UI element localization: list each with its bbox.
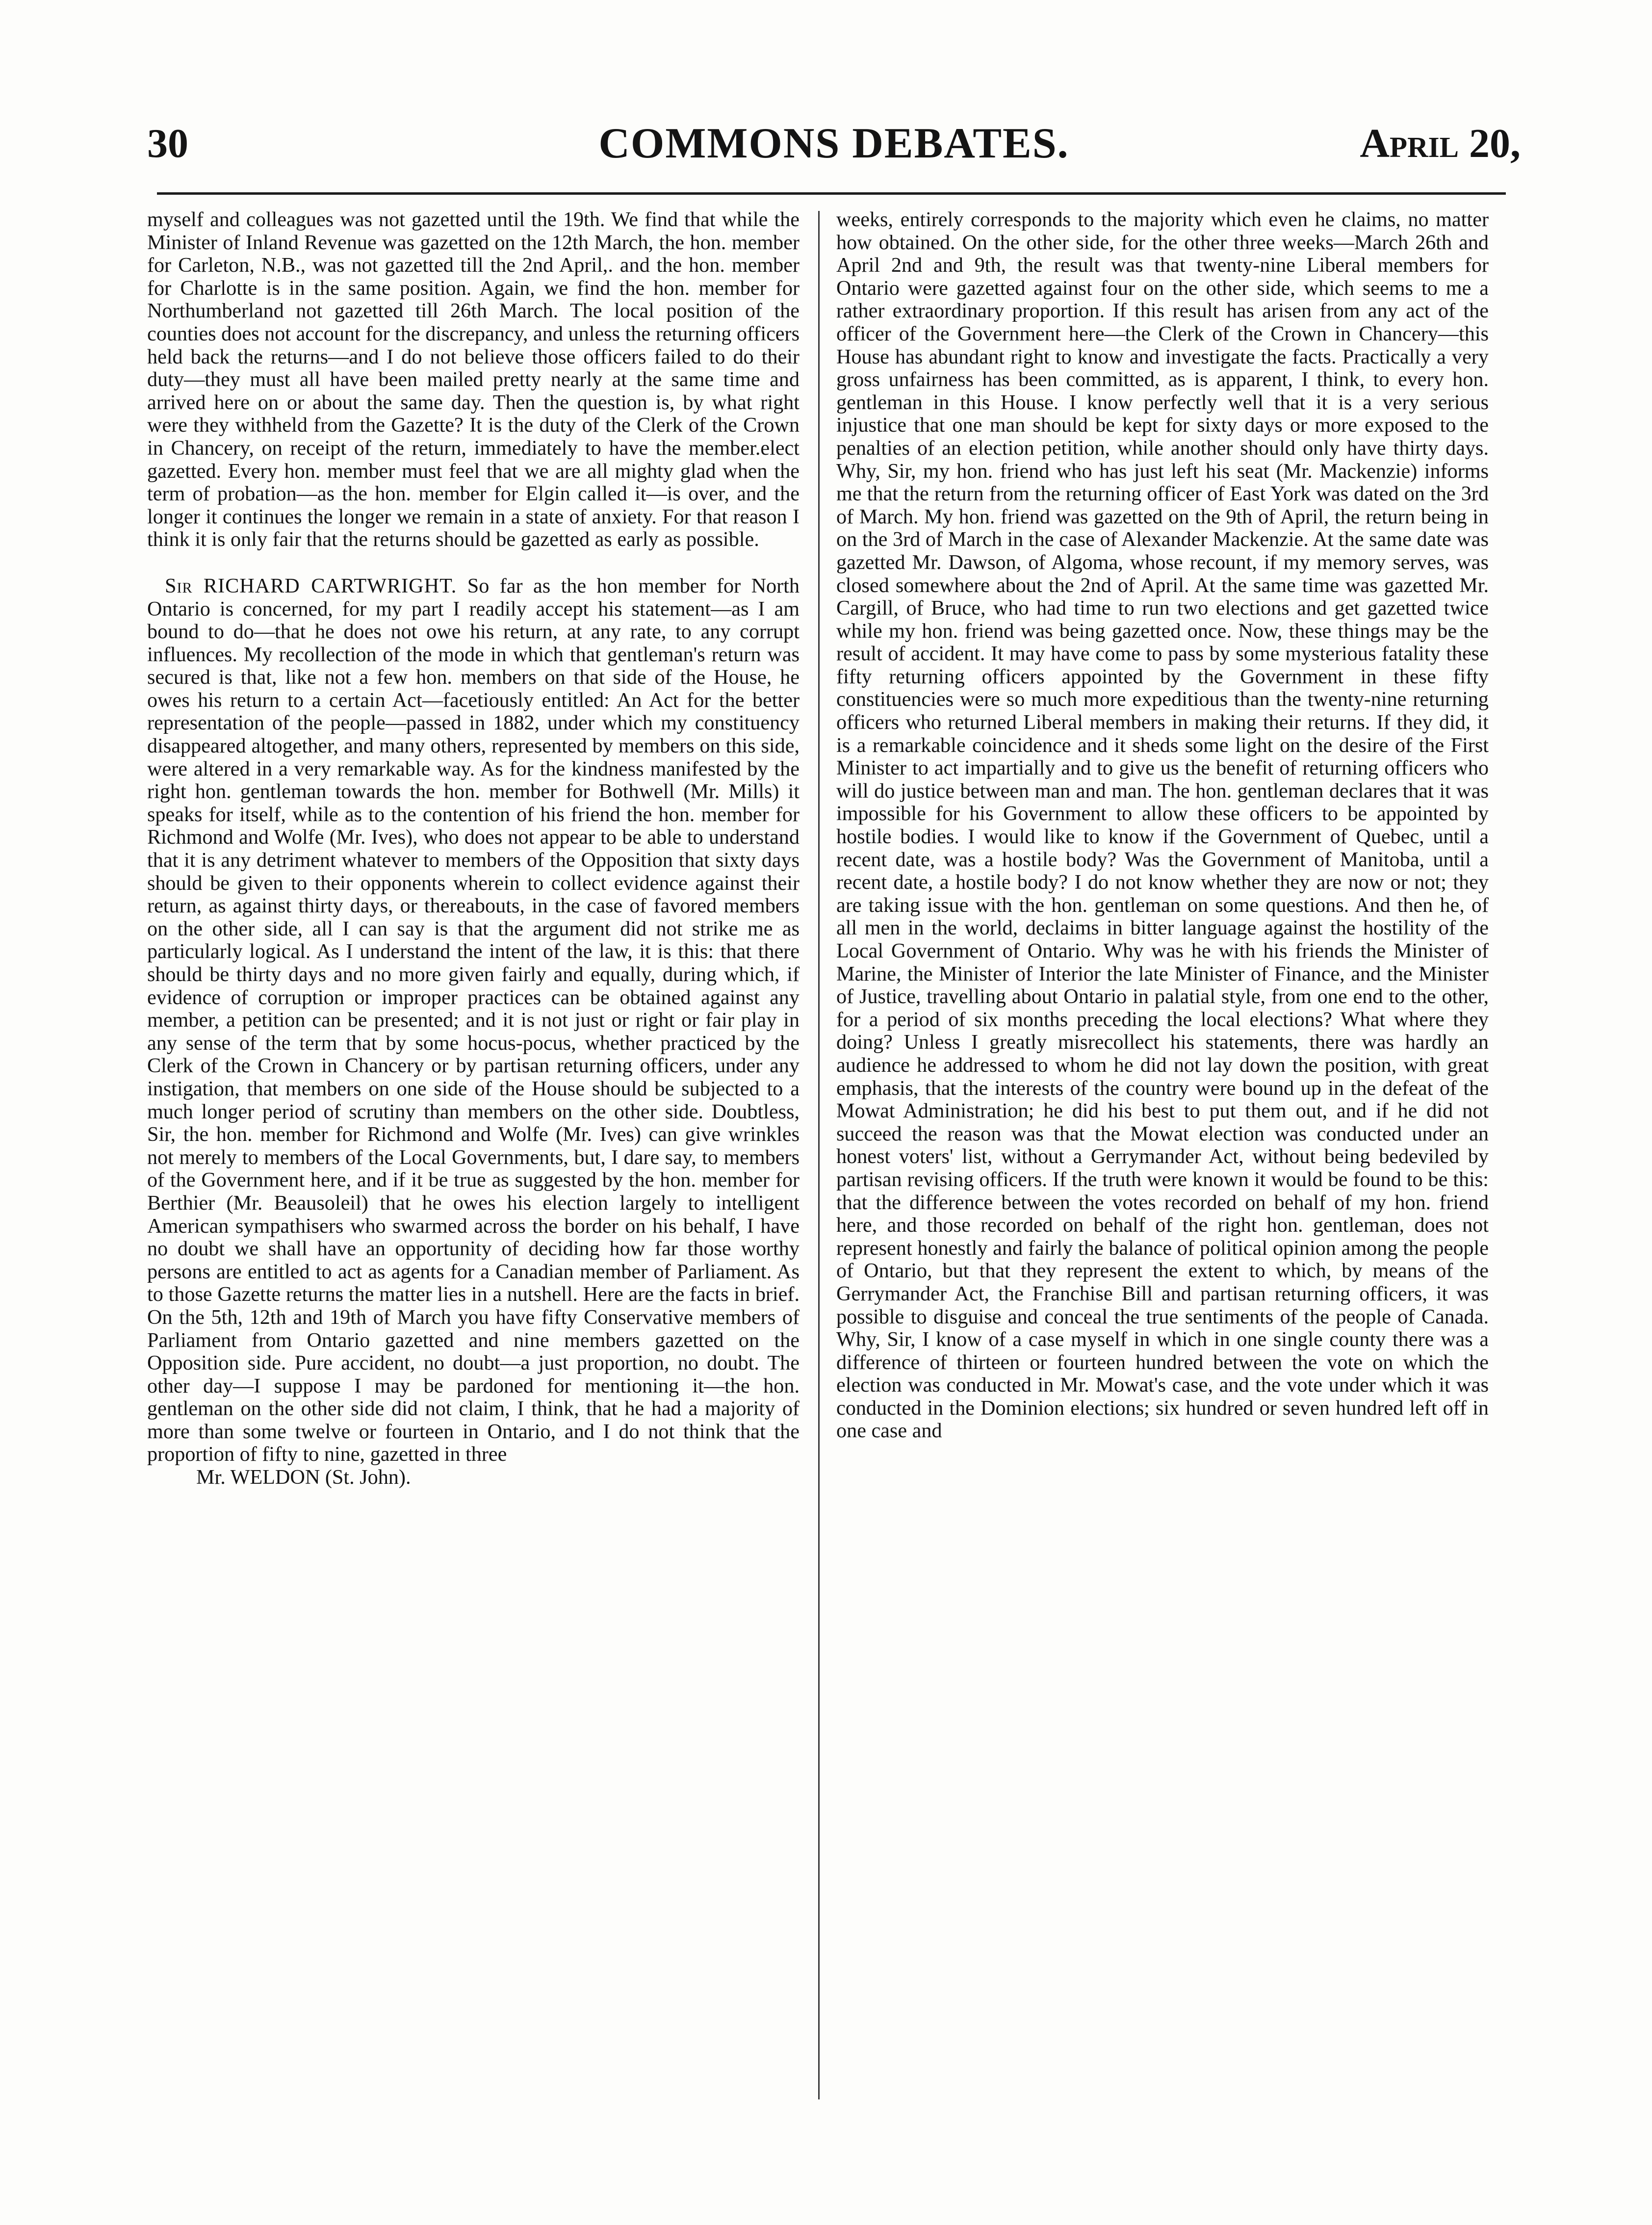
header-rule (157, 192, 1506, 195)
left-paragraph-continuation: myself and colleagues was not gazetted until the 19th. We find that while the Minister of Inland Revenue was gazetted on the 12th March, the hon. member for Carleton, N.B., was not gazetted till the 2nd April,. and the hon. member for Charlotte is in the same position. Again, we find the hon. member for Northumberland not gazetted till 26th March. The local position of the counties does not account for the discrepancy, and unless the returning officers held back the returns—and I do not believe those officers failed to do their duty—they must all have been mailed pretty nearly at the same time and arrived here on or about the same day. Then the question is, by what right were they withheld from the Gazette? It is the duty of the Clerk of the Crown in Chancery, on receipt of the return, immediately to have the member.elect gazetted. Every hon. member must feel that we are all mighty glad when the term of probation—as the hon. member for Elgin called it—is over, and the longer it continues the longer we remain in a state of anxiety. For that reason I think it is only fair that the returns should be gazetted as early as possible. (147, 208, 800, 551)
left-paragraph-cartwright (147, 575, 800, 1466)
right-paragraph-continuation: weeks, entirely corresponds to the majority which even he claims, no matter how obtained. On the other side, for the other three weeks—March 26th and April 2nd and 9th, the result was that twenty-nine Liberal members for Ontario were gazetted against four on the other side, which seems to me a rather extraordinary proportion. If this result has arisen from any act of the officer of the Government here—the Clerk of the Crown in Chancery—this House has abundant right to know and investigate the facts. Practically a very gross unfairness has been committed, as is apparent, I think, to every hon. gentleman in this House. I know perfectly well that it is a very serious injustice that one man should be kept for sixty days or more exposed to the penalties of an election petition, while another should only have thirty days. Why, Sir, my hon. friend who has just left his seat (Mr. Mackenzie) informs me that the return from the returning officer of East York was dated on the 3rd of March. My hon. friend was gazetted on the 9th of April, the return being in on the 3rd of March in the case of Alexander Mackenzie. At the same date was gazetted Mr. Dawson, of Algoma, whose recount, if my memory serves, was closed somewhere about the 2nd of April. At the same time was gazetted Mr. Cargill, of Bruce, who had time to run two elections and get gazetted twice while my hon. friend was being gazetted once. Now, these things may be the result of accident. It may have come to pass by some mysterious fatality these fifty returning officers appointed by the Government in these fifty constituencies were so much more expeditious than the twenty-nine returning officers who returned Liberal members in making their returns. If they did, it is a remarkable coincidence and it sheds some light on the desire of the First Minister to act impartially and to give us the benefit of returning officers who will do justice between man and man. The hon. gentleman declares that it was impossible for his Government to allow these officers to be appointed by hostile bodies. I would like to know if the Government of Quebec, until a recent date, was a hostile body? Was the Government of Manitoba, until a recent date, a hostile body? I do not know whether they are now or not; they are taking issue with the hon. gentleman on some questions. And then he, of all men in the world, declaims in bitter language against the hostility of the Local Government of Ontario. Why was he with his friends the Minister of Marine, the Minister of Interior the late Minister of Finance, and the Minister of Justice, travelling about Ontario in palatial style, from one end to the other, for a period of six months preceding the local elections? What where they doing? Unless I greatly misrecollect his statements, there was hardly an audience he addressed to whom he did not lay down the position, with great emphasis, that the interests of the country were bound up in the defeat of the Mowat Administration; he did his best to put them out, and if he did not succeed the reason was that the Mowat election was conducted under an honest voters' list, without a Gerrymander Act, without being bedeviled by partisan revising officers. If the truth were known it would be found to be this: that the difference between the votes recorded on behalf of my hon. friend here, and those recorded on behalf of the right hon. gentleman, does not represent honestly and fairly the balance of political opinion among the people of Ontario, but that they represent the extent to which, by means of the Gerrymander Act, the Franchise Bill and partisan returning officers, it was possible to disguise and conceal the true sentiments of the people of Canada. Why, Sir, I know of a case myself in which in one single county there was a difference of thirteen or fourteen hundred between the vote on which the election was conducted in Mr. Mowat's case, and the vote under which it was conducted in the Dominion elections; six hundred or seven hundred left off in one case and (836, 208, 1489, 1443)
right-column (836, 208, 1489, 1443)
header-date: April 20, (1360, 121, 1521, 166)
speaker-name: Sir RICHARD CARTWRIGHT. (165, 574, 457, 597)
running-title: COMMONS DEBATES. (598, 120, 1069, 167)
speech-text: So far as the hon member for North Ontario is concerned, for my part I readily accept his statement—as I am bound to do—that he does not owe his return, at any rate, to any corrupt influences. My recollection of the mode in which that gentleman's return was secured is that, like not a few hon. members on that side of the House, he owes his return to a certain Act—facetiously entitled: An Act for the better representation of the people—passed in 1882, under which my constituency disappeared altogether, and many others, represented by members on this side, were altered in a very remarkable way. As for the kindness manifested by the right hon. gentleman towards the hon. member for Bothwell (Mr. Mills) it speaks for itself, while as to the contention of his friend the hon. member for Richmond and Wolfe (Mr. Ives), who does not appear to be able to understand that it is any detriment whatever to members of the Opposition that sixty days should be given to their opponents wherein to collect evidence against their return, as against thirty days, or thereabouts, in the case of favored members on the other side, all I can say is that the argument did not strike me as particularly logical. As I understand the intent of the law, it is this: that there should be thirty days and no more given fairly and equally, during which, if evidence of corruption or improper practices can be obtained against any member, a petition can be presented; and it is not just or right or fair play in any sense of the term that by some hocus-pocus, whether practiced by the Clerk of the Crown in Chancery or by partisan returning officers, under any instigation, that members on one side of the House should be subjected to a much longer period of scrutiny than members on the other side. Doubtless, Sir, the hon. member for Richmond and Wolfe (Mr. Ives) can give wrinkles not merely to members of the Local Governments, but, I dare say, to members of the Government here, and if it be true as suggested by the hon. member for Berthier (Mr. Beausoleil) that he owes his election largely to intelligent American sympathisers who swarmed across the border on his behalf, I have no doubt we shall have an opportunity of deciding how far those worthy persons are entitled to act as agents for a Canadian member of Parliament. As to those Gazette returns the matter lies in a nutshell. Here are the facts in brief. On the 5th, 12th and 19th of March you have fifty Conservative members of Parliament from Ontario gazetted and nine members gazetted on the Opposition side. Pure accident, no doubt—a just proportion, no doubt. The other day—I suppose I may be pardoned for mentioning it—the hon. gentleman on the other side did not claim, I think, that he had a majority of more than some twelve or fourteen in Ontario, and I do not think that the proportion of fifty to nine, gazetted in three (147, 574, 800, 1466)
page-number: 30 (147, 121, 188, 166)
left-column (147, 208, 800, 1489)
trailing-speaker: Mr. WELDON (St. John). (196, 1466, 411, 1489)
column-divider (818, 211, 820, 2099)
page-header (147, 117, 1521, 171)
